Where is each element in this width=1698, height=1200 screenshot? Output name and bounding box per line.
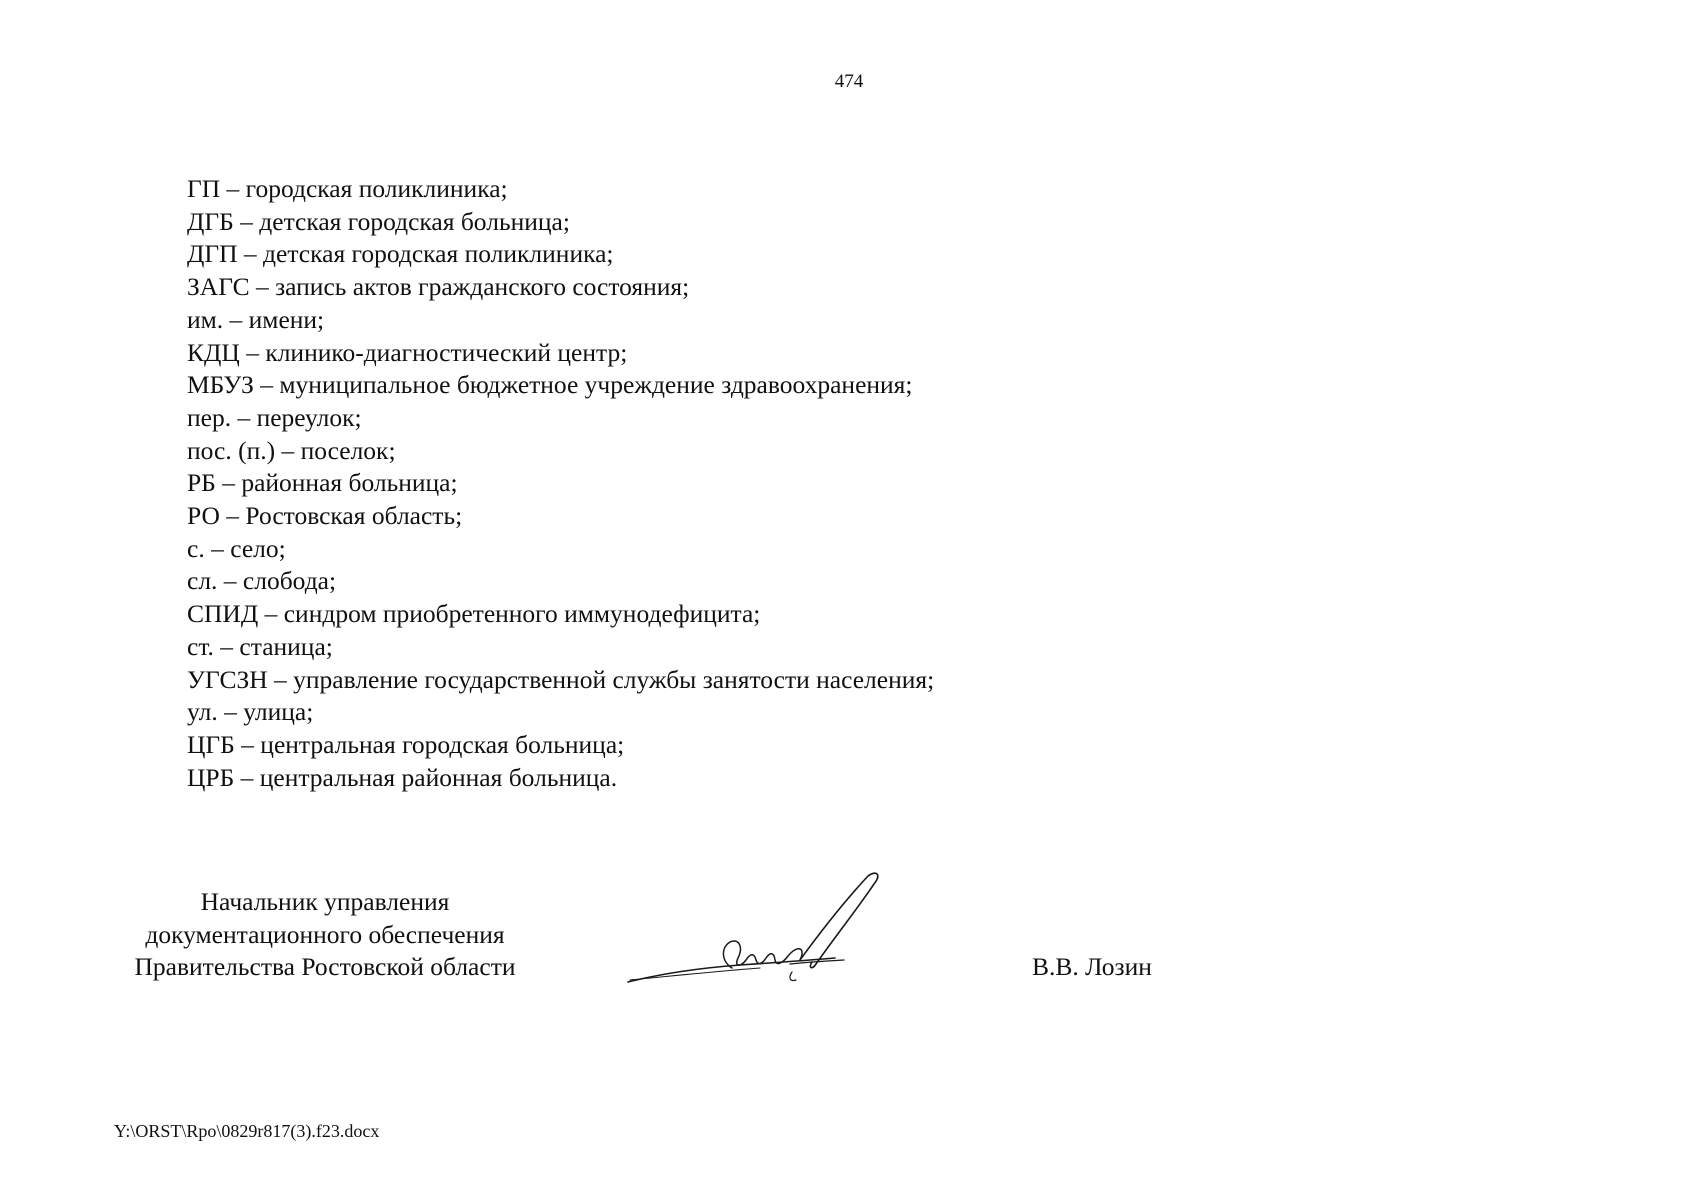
abbreviation-item: ЦГБ – центральная городская больница; — [187, 729, 625, 759]
abbreviation-item: пер. – переулок; — [187, 402, 362, 432]
abbreviation-list — [187, 173, 934, 794]
abbreviation-item: ул. – улица; — [187, 697, 314, 727]
abbreviation-item: КДЦ – клинико-диагностический центр; — [187, 337, 628, 367]
signer-position — [95, 886, 555, 984]
abbreviation-item: РО – Ростовская область; — [187, 501, 463, 531]
abbreviation-item: УГСЗН – управление государственной службы занятости населения; — [187, 664, 935, 694]
abbreviation-item: СПИД – синдром приобретенного иммунодефицита; — [187, 599, 761, 629]
abbreviation-item: с. – село; — [187, 533, 286, 563]
abbreviation-item: ЦРБ – центральная районная больница. — [187, 762, 618, 792]
signer-name: В.В. Лозин — [1032, 952, 1152, 981]
abbreviation-item: ДГП – детская городская поликлиника; — [187, 239, 614, 269]
abbreviation-item: ЗАГС – запись актов гражданского состояния; — [187, 272, 690, 302]
position-line: Правительства Ростовской области — [134, 952, 516, 982]
abbreviation-item: ДГБ – детская городская больница; — [187, 206, 570, 236]
abbreviation-item: ГП – городская поликлиника; — [187, 174, 508, 203]
abbreviation-item: РБ – районная больница; — [187, 468, 458, 498]
abbreviation-item: МБУЗ – муниципальное бюджетное учреждение здравоохранения; — [187, 370, 913, 400]
abbreviation-item: ст. – станица; — [187, 631, 333, 661]
abbreviation-item: им. – имени; — [187, 304, 325, 334]
handwritten-signature-icon — [620, 868, 910, 988]
abbreviation-item: сл. – слобода; — [187, 566, 337, 596]
document-file-path: Y:\ORST\Rpo\0829r817(3).f23.docx — [114, 1121, 380, 1141]
position-line: Начальник управления — [200, 887, 450, 916]
page-number: 474 — [834, 71, 864, 92]
abbreviation-item: пос. (п.) – поселок; — [187, 435, 396, 465]
position-line: документационного обеспечения — [145, 919, 505, 949]
